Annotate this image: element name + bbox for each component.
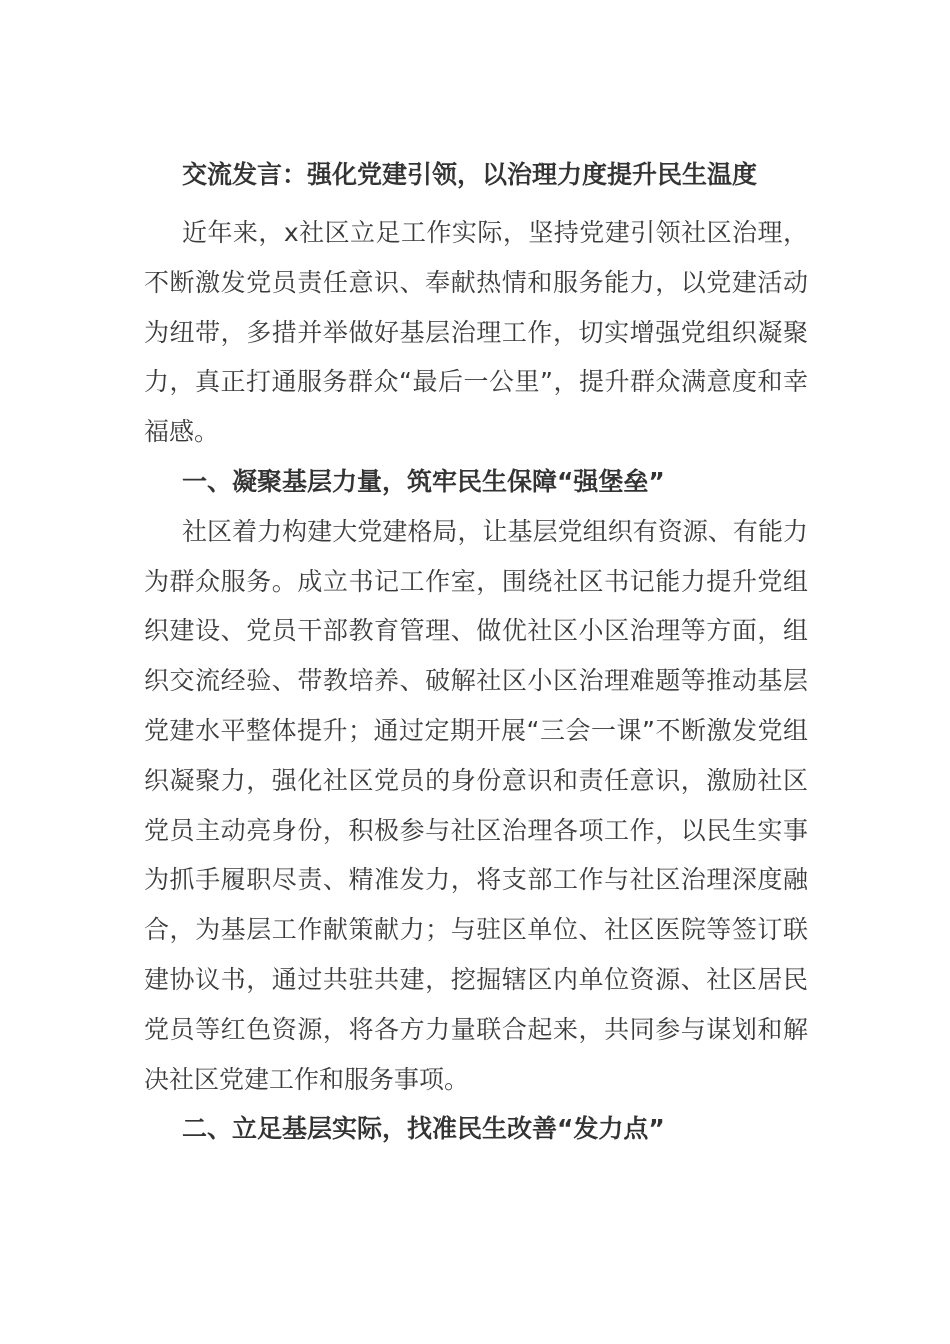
intro-paragraph: 近年来，x社区立足工作实际，坚持党建引领社区治理，不断激发党员责任意识、奉献热情和服务能力，以党建活动为纽带，多措并举做好基层治理工作，切实增强党组织凝聚力，真正打通服务群众“最后一公里”，提升群众满意度和幸福感。 [144,218,808,447]
document-body [144,152,808,1154]
section-2-heading: 二、立足基层实际，找准民生改善“发力点” [182,1114,665,1144]
document-title: 交流发言：强化党建引领，以治理力度提升民生温度 [182,160,758,189]
section-1-paragraph: 社区着力构建大党建格局，让基层党组织有资源、有能力为群众服务。成立书记工作室，围绕社区书记能力提升党组织建设、党员干部教育管理、做优社区小区治理等方面，组织交流经验、带教培养、破解社区小区治理难题等推动基层党建水平整体提升；通过定期开展“三会一课”不断激发党组织凝聚力，强化社区党员的身份意识和责任意识，激励社区党员主动亮身份，积极参与社区治理各项工作，以民生实事为抓手履职尽责、精准发力，将支部工作与社区治理深度融合，为基层工作献策献力；与驻区单位、社区医院等签订联建协议书，通过共驻共建，挖掘辖区内单位资源、社区居民党员等红色资源，将各方力量联合起来，共同参与谋划和解决社区党建工作和服务事项。 [144,516,808,1094]
section-1-heading: 一、凝聚基层力量，筑牢民生保障“强堡垒” [182,466,665,496]
